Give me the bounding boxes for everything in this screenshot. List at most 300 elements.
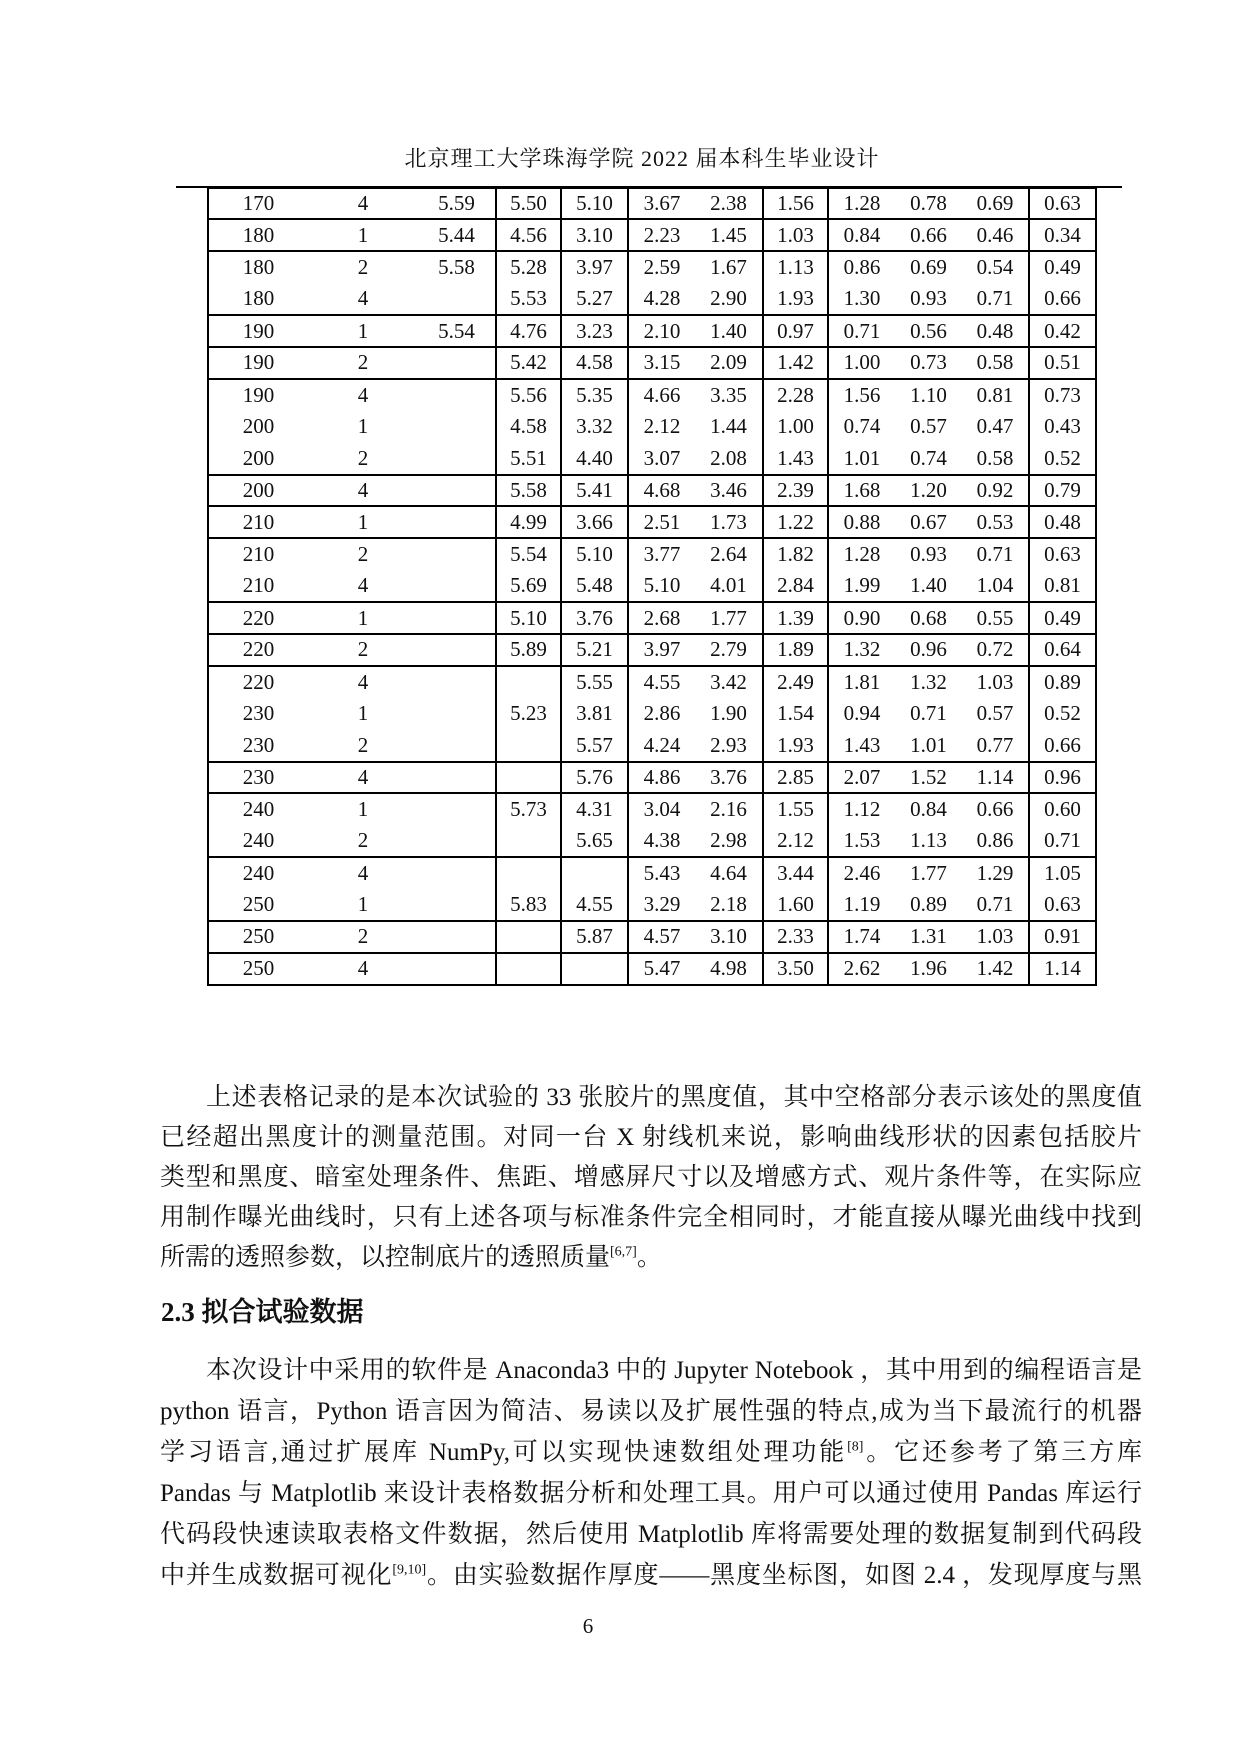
table-cell: 1.77: [910, 861, 947, 886]
table-cell: 0.69: [910, 255, 947, 280]
table-cell: 0.77: [962, 730, 1029, 762]
table-cell: 3.46: [695, 475, 763, 507]
table-cell: 4.55: [643, 669, 681, 694]
table-cell: 190: [208, 315, 308, 347]
table-cell: 2.16: [695, 793, 763, 825]
text-line: 所需的透照参数，以控制底片的透照质量[6,7]。: [160, 1244, 662, 1271]
table-cell: 4.98: [695, 953, 763, 985]
table-cell: 2.28: [763, 379, 828, 411]
table-cell: 0.67: [895, 506, 962, 538]
table-cell: 220: [208, 666, 308, 698]
table-cell: 4.68: [628, 475, 695, 507]
table-cell: 0.71: [962, 538, 1029, 570]
table-cell: 1.74: [828, 921, 895, 953]
table-cell: 5.58: [418, 251, 496, 283]
table-cell: 0.73: [1029, 379, 1096, 411]
table-cell: 4.24: [628, 730, 695, 762]
table-cell: 210: [208, 506, 308, 538]
table-cell: 3.42: [695, 666, 763, 698]
table-cell: 4: [357, 956, 369, 981]
table-cell: 3.76: [561, 602, 628, 634]
table-cell: 3.44: [763, 857, 828, 889]
table-row: [208, 953, 1096, 985]
table-cell: 5.53: [496, 283, 561, 315]
table-cell: 2: [308, 347, 418, 379]
table-cell: 250: [208, 889, 308, 921]
table-cell: 5.10: [561, 538, 628, 570]
table-cell: 0.78: [895, 188, 962, 220]
table-cell: 1.13: [763, 251, 828, 283]
table-cell: 230: [208, 730, 308, 762]
table-cell: 240: [208, 825, 308, 857]
table-cell-empty: [561, 953, 628, 985]
table-cell: 5.41: [561, 475, 628, 507]
table-cell: 2.51: [628, 506, 695, 538]
table-cell: 2: [308, 825, 418, 857]
table-row: [208, 698, 1096, 730]
table-cell: 200: [208, 443, 308, 475]
table-row: [208, 793, 1096, 825]
table-cell: 0.71: [1029, 825, 1096, 857]
table-cell: 4.56: [496, 219, 561, 251]
table-cell: 1.32: [910, 669, 947, 694]
table-cell: 0.84: [828, 219, 895, 251]
table-cell: 3.35: [695, 379, 763, 411]
table-cell: 1.52: [895, 762, 962, 794]
table-cell: 0.66: [1029, 730, 1096, 762]
text-line: Pandas 与 Matplotlib 来设计表格数据分析和处理工具。用户可以通过使用 Pandas 库运行: [160, 1480, 1142, 1507]
table-cell: 5.56: [496, 379, 561, 411]
table-cell-empty: [418, 953, 496, 985]
table-cell: 4: [308, 570, 418, 602]
table-cell-empty: [496, 730, 561, 762]
table-cell: 0.81: [962, 379, 1029, 411]
table-cell: 5.42: [496, 347, 561, 379]
table-row: [208, 857, 1096, 889]
table-cell: 210: [208, 538, 308, 570]
table-cell: 0.92: [962, 475, 1029, 507]
table-cell: 5.10: [496, 602, 561, 634]
table-cell: 0.94: [843, 701, 881, 726]
table-cell: 0.63: [1029, 188, 1096, 220]
table-cell: 200: [208, 475, 308, 507]
table-cell: 0.90: [828, 602, 895, 634]
table-cell: 4: [308, 762, 418, 794]
table-cell: 4.57: [628, 921, 695, 953]
table-cell: 1.28: [843, 542, 881, 567]
paragraph-density-note: [160, 1078, 1142, 1278]
table-cell: 1.55: [763, 793, 828, 825]
table-cell-empty: [418, 698, 496, 730]
table-cell: 4: [357, 669, 369, 694]
table-cell-empty: [561, 857, 628, 889]
table-cell: 1.01: [895, 730, 962, 762]
table-cell: 3.50: [763, 953, 828, 985]
table-cell: 1.96: [910, 956, 947, 981]
table-cell: 0.58: [962, 443, 1029, 475]
table-cell: 4.40: [561, 443, 628, 475]
table-cell-empty: [418, 634, 496, 666]
table-cell: 1.40: [695, 315, 763, 347]
table-row: [208, 666, 1096, 698]
table-cell: 1.29: [962, 857, 1029, 889]
table-cell: 5.89: [496, 634, 561, 666]
table-cell: 0.43: [1029, 411, 1096, 443]
table-cell: 180: [208, 219, 308, 251]
table-cell-empty: [418, 793, 496, 825]
paragraph-software-intro: [160, 1350, 1142, 1596]
table-cell: 0.46: [962, 219, 1029, 251]
density-table-wrap: [207, 186, 1097, 986]
table-cell: 2.23: [628, 219, 695, 251]
table-cell: 2.59: [643, 255, 681, 280]
citation-superscript: [8]: [847, 1439, 864, 1455]
table-row: [208, 347, 1096, 379]
table-cell: 5.23: [496, 698, 561, 730]
text-line: 已经超出黑度计的测量范围。对同一台 X 射线机来说，影响曲线形状的因素包括胶片: [160, 1124, 1142, 1151]
table-cell: 2: [308, 730, 418, 762]
table-cell: 1: [308, 889, 418, 921]
density-table-body: [208, 188, 1096, 985]
table-cell: 0.66: [895, 219, 962, 251]
page-header-title: 北京理工大学珠海学院 2022 届本科生毕业设计: [404, 146, 880, 171]
table-cell: 0.34: [1029, 219, 1096, 251]
table-row: [208, 188, 1096, 220]
text-line: 类型和黑度、暗室处理条件、焦距、增感屏尺寸以及增感方式、观片条件等，在实际应: [160, 1164, 1142, 1191]
table-cell: 5.27: [561, 283, 628, 315]
table-cell: 2.68: [628, 602, 695, 634]
table-cell: 5.10: [561, 188, 628, 220]
table-cell: 1.42: [962, 953, 1029, 985]
table-cell: 4: [357, 382, 369, 407]
table-cell-empty: [496, 825, 561, 857]
table-cell: 250: [208, 921, 308, 953]
table-cell: 2.90: [695, 283, 763, 315]
table-cell-empty: [418, 347, 496, 379]
table-cell: 240: [208, 857, 308, 889]
table-cell: 0.96: [895, 634, 962, 666]
table-cell: 3.77: [643, 542, 681, 567]
table-cell: 1.13: [895, 825, 962, 857]
table-cell: 0.91: [1029, 921, 1096, 953]
table-cell: 1: [308, 602, 418, 634]
table-cell: 0.86: [962, 825, 1029, 857]
table-cell: 1.93: [763, 730, 828, 762]
table-cell: 0.66: [962, 793, 1029, 825]
table-cell: 2.49: [763, 666, 828, 698]
table-cell-empty: [496, 666, 561, 698]
table-cell: 3.81: [561, 698, 628, 730]
table-row: [208, 315, 1096, 347]
table-cell: 3.07: [628, 443, 695, 475]
table-cell: 1.45: [695, 219, 763, 251]
table-cell: 1.44: [695, 411, 763, 443]
table-cell: 220: [208, 602, 308, 634]
table-cell: 4.28: [628, 283, 695, 315]
table-cell: 2.98: [695, 825, 763, 857]
table-cell: 5.83: [496, 889, 561, 921]
table-cell: 4.58: [496, 411, 561, 443]
table-cell: 1: [357, 701, 369, 726]
table-cell: 5.50: [496, 188, 561, 220]
table-cell: 5.35: [561, 379, 628, 411]
table-cell: 4: [308, 188, 418, 220]
table-cell: 0.57: [962, 698, 1029, 730]
table-cell: 1.60: [763, 889, 828, 921]
table-cell-empty: [418, 475, 496, 507]
table-row: [208, 379, 1096, 411]
table-cell: 1.32: [828, 634, 895, 666]
table-cell: 250: [208, 953, 308, 985]
table-cell: 1.20: [895, 475, 962, 507]
table-cell: 1.68: [828, 475, 895, 507]
table-cell: 1.03: [962, 666, 1029, 698]
table-cell: 0.89: [895, 889, 962, 921]
table-cell: 2.86: [643, 701, 681, 726]
table-cell: 3.23: [561, 315, 628, 347]
table-cell: 240: [208, 793, 308, 825]
table-cell: 0.81: [1029, 570, 1096, 602]
table-cell: 1.73: [695, 506, 763, 538]
table-cell: 200: [208, 411, 308, 443]
table-cell: 0.51: [1029, 347, 1096, 379]
text-line: 上述表格记录的是本次试验的 33 张胶片的黑度值，其中空格部分表示该处的黑度值: [206, 1084, 1142, 1111]
table-cell: 2.79: [695, 634, 763, 666]
table-cell: 1.04: [962, 570, 1029, 602]
table-cell: 1.00: [828, 347, 895, 379]
table-cell: 5.54: [496, 538, 561, 570]
table-cell: 0.84: [910, 797, 947, 822]
table-cell: 0.71: [828, 315, 895, 347]
table-cell: 1.56: [763, 188, 828, 220]
table-cell: 0.42: [1029, 315, 1096, 347]
table-row: [208, 538, 1096, 570]
table-cell: 2.08: [695, 443, 763, 475]
table-cell: 1.22: [763, 506, 828, 538]
table-cell: 0.47: [962, 411, 1029, 443]
density-table: [207, 186, 1097, 986]
table-cell: 0.48: [1029, 506, 1096, 538]
page-number: 6: [582, 1614, 594, 1638]
table-cell: 2: [308, 443, 418, 475]
table-cell: 1.03: [763, 219, 828, 251]
table-row: [208, 889, 1096, 921]
table-cell: 5.48: [561, 570, 628, 602]
table-cell: 180: [208, 251, 308, 283]
table-cell: 190: [208, 347, 308, 379]
table-cell: 1.89: [763, 634, 828, 666]
table-cell: 2.84: [763, 570, 828, 602]
table-cell-empty: [418, 921, 496, 953]
table-row: [208, 921, 1096, 953]
table-row: [208, 475, 1096, 507]
table-cell: 3.32: [561, 411, 628, 443]
table-cell: 1.03: [962, 921, 1029, 953]
table-cell: 5.59: [418, 188, 496, 220]
table-cell: 1.31: [895, 921, 962, 953]
table-cell-empty: [418, 538, 496, 570]
table-cell: 1: [308, 506, 418, 538]
table-cell: 210: [208, 570, 308, 602]
table-cell: 0.68: [895, 602, 962, 634]
table-cell-empty: [418, 730, 496, 762]
table-cell: 2.38: [695, 188, 763, 220]
table-row: [208, 730, 1096, 762]
table-cell: 230: [208, 698, 308, 730]
table-cell: 1.28: [828, 188, 895, 220]
table-cell-empty: [418, 825, 496, 857]
table-cell: 2: [357, 542, 369, 567]
table-cell: 1.10: [910, 382, 947, 407]
table-cell: 5.47: [643, 956, 681, 981]
table-cell: 2: [308, 634, 418, 666]
table-cell: 4: [308, 475, 418, 507]
table-cell: 1.19: [828, 889, 895, 921]
table-cell-empty: [496, 953, 561, 985]
table-cell: 2.33: [763, 921, 828, 953]
table-cell: 1: [357, 414, 369, 439]
table-cell: 4.55: [561, 889, 628, 921]
table-cell: 0.63: [1029, 538, 1096, 570]
table-cell: 2: [308, 921, 418, 953]
table-cell: 2.39: [763, 475, 828, 507]
table-cell: 5.51: [496, 443, 561, 475]
table-cell: 1.53: [828, 825, 895, 857]
table-cell: 0.69: [962, 188, 1029, 220]
table-cell: 2.18: [695, 889, 763, 921]
table-cell: 1.56: [843, 382, 881, 407]
table-cell: 1.01: [828, 443, 895, 475]
table-row: [208, 570, 1096, 602]
table-cell: 3.97: [628, 634, 695, 666]
table-cell: 0.53: [962, 506, 1029, 538]
table-cell-empty: [418, 666, 496, 698]
table-cell: 4: [308, 283, 418, 315]
table-cell: 0.71: [962, 283, 1029, 315]
table-cell-empty: [418, 570, 496, 602]
table-cell: 0.86: [843, 255, 881, 280]
table-top-rule-tail-left: [176, 186, 207, 188]
table-cell: 220: [208, 634, 308, 666]
table-cell: 5.58: [496, 475, 561, 507]
table-cell: 1.00: [763, 411, 828, 443]
table-row: [208, 283, 1096, 315]
table-cell: 2.12: [763, 825, 828, 857]
table-row: [208, 634, 1096, 666]
table-cell: 3.66: [561, 506, 628, 538]
table-cell: 180: [208, 283, 308, 315]
table-cell: 0.72: [962, 634, 1029, 666]
table-cell-empty: [418, 443, 496, 475]
table-cell: 1.14: [962, 762, 1029, 794]
table-cell-empty: [418, 283, 496, 315]
table-cell: 1.90: [695, 698, 763, 730]
table-cell-empty: [496, 921, 561, 953]
table-cell: 0.96: [1029, 762, 1096, 794]
text-line: 中并生成数据可视化[9,10]。由实验数据作厚度——黑度坐标图，如图 2.4 ，发现厚度与黑: [160, 1562, 1142, 1589]
table-cell: 1.93: [763, 283, 828, 315]
table-cell: 1.77: [695, 602, 763, 634]
table-cell: 1: [308, 315, 418, 347]
table-row: [208, 762, 1096, 794]
table-row: [208, 506, 1096, 538]
table-cell: 0.93: [910, 542, 947, 567]
table-cell: 0.63: [1029, 889, 1096, 921]
table-cell: 2.64: [695, 538, 763, 570]
table-cell: 3.76: [695, 762, 763, 794]
table-cell: 1.82: [763, 538, 828, 570]
table-cell: 0.64: [1029, 634, 1096, 666]
table-cell: 0.93: [895, 283, 962, 315]
table-cell: 0.79: [1029, 475, 1096, 507]
table-cell: 5.55: [561, 666, 628, 698]
table-cell: 0.49: [1029, 602, 1096, 634]
table-cell-empty: [418, 411, 496, 443]
table-cell: 0.73: [895, 347, 962, 379]
table-cell: 190: [208, 379, 308, 411]
table-cell: 4.76: [496, 315, 561, 347]
table-cell: 5.57: [561, 730, 628, 762]
section-heading-2-3: 2.3 拟合试验数据: [161, 1297, 364, 1327]
table-cell: 0.49: [1029, 251, 1096, 283]
citation-superscript: [9,10]: [392, 1562, 427, 1578]
table-cell: 5.73: [496, 793, 561, 825]
table-cell: 1.12: [843, 797, 881, 822]
table-row: [208, 251, 1096, 283]
table-cell: 0.66: [1029, 283, 1096, 315]
table-cell: 3.10: [695, 921, 763, 953]
table-top-rule-tail-right: [1095, 186, 1122, 188]
table-cell: 1.67: [695, 251, 763, 283]
table-cell: 0.74: [843, 414, 881, 439]
table-cell: 4.01: [695, 570, 763, 602]
table-cell: 3.67: [628, 188, 695, 220]
table-cell: 1.99: [828, 570, 895, 602]
table-cell: 0.52: [1029, 698, 1096, 730]
table-cell: 0.97: [763, 315, 828, 347]
table-cell: 3.97: [561, 251, 628, 283]
table-cell-empty: [418, 762, 496, 794]
table-cell: 0.58: [962, 347, 1029, 379]
table-cell: 3.29: [628, 889, 695, 921]
table-cell: 0.89: [1029, 666, 1096, 698]
table-cell: 2.62: [843, 956, 881, 981]
table-cell: 5.76: [561, 762, 628, 794]
table-cell: 2: [357, 255, 369, 280]
table-cell-empty: [418, 379, 496, 411]
table-row: [208, 411, 1096, 443]
table-cell: 4.64: [695, 857, 763, 889]
table-cell: 2.09: [695, 347, 763, 379]
table-cell: 2.07: [828, 762, 895, 794]
table-cell: 4.86: [628, 762, 695, 794]
table-cell: 1.54: [763, 698, 828, 730]
table-cell: 5.21: [561, 634, 628, 666]
table-cell-empty: [496, 857, 561, 889]
table-cell: 4.99: [496, 506, 561, 538]
table-cell: 0.60: [1029, 793, 1096, 825]
table-cell: 5.10: [628, 570, 695, 602]
table-cell: 1: [357, 797, 369, 822]
table-cell: 5.69: [496, 570, 561, 602]
table-row: [208, 443, 1096, 475]
citation-superscript: [6,7]: [610, 1244, 637, 1260]
table-cell: 0.55: [962, 602, 1029, 634]
table-cell: 2.46: [843, 861, 881, 886]
table-cell-empty: [418, 857, 496, 889]
table-cell: 1: [308, 219, 418, 251]
table-cell: 0.54: [962, 251, 1029, 283]
